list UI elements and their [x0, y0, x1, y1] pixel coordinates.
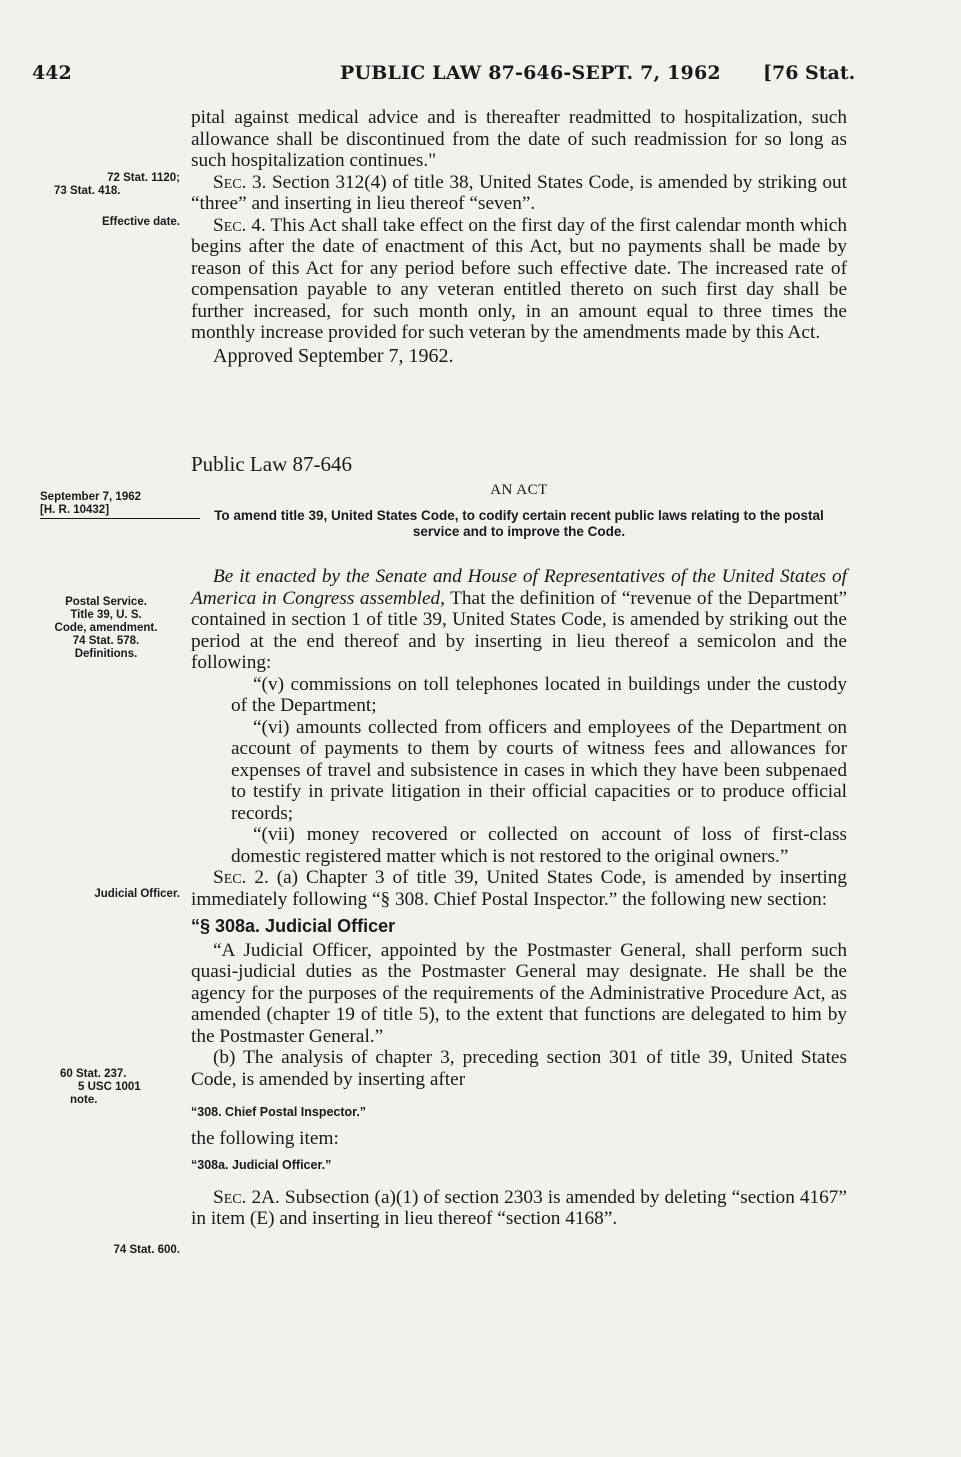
section-2b: (b) The analysis of chapter 3, preceding section 301 of title 39, United States Code, is amended by inserting after [191, 1047, 847, 1090]
running-title: PUBLIC LAW 87-646-SEPT. 7, 1962 [340, 62, 721, 84]
margin-note-note: note. [70, 1094, 98, 1106]
margin-note-usc-1001: 5 USC 1001 [78, 1081, 141, 1093]
following-item-text: the following item: [191, 1127, 339, 1149]
margin-note-effective-date: Effective date. [102, 216, 180, 228]
statute-reference: [76 Stat. [763, 62, 856, 84]
enacting-clause-text: That the definition of “revenue of the Department” contained in section 1 of title 39, United States Code, is amended by striking out the period at the end thereof and by inserting in lieu thereof a semicolon and the following: [191, 587, 847, 673]
section-4-text: This Act shall take effect on the first day of the first calendar month which begins after the date of enactment of this Act, but no payments shall be made by reason of this Act for any period before such effective date. The increased rate of compensation payable to any veteran entitled thereto on such first day shall be further increased, for such month only, in an amount equal to three times the monthly increase provided for such veteran by the amendments made by this Act. [191, 214, 847, 343]
section-4 [191, 215, 847, 344]
margin-note-postal [36, 596, 176, 661]
item-v: “(v) commissions on toll telephones located in buildings under the custody of the Department; [231, 673, 847, 716]
enacting-clause-italic: Be it enacted by the Senate and House of Representatives of the United States of America in Congress assembled, [191, 566, 847, 609]
act-description: To amend title 39, United States Code, to codify certain recent public laws relating to the postal service and to improve the Code. [214, 508, 824, 539]
previous-law-text [191, 107, 847, 367]
section-3-label: Sec. 3. [213, 171, 267, 193]
margin-note-date: September 7, 1962 [40, 491, 142, 503]
margin-note-approval [20, 491, 200, 519]
section-2a-text: (a) Chapter 3 of title 39, United States Code, is amended by inserting immediately following “§ 308. Chief Postal Inspector.” the following new section: [191, 867, 847, 910]
section-2A [191, 1187, 847, 1230]
margin-note-postal-service: Postal Service. [65, 596, 147, 608]
margin-note-judicial-officer: Judicial Officer. [94, 888, 180, 900]
section-2-label: Sec. 2. [213, 867, 269, 888]
margin-note-apa [20, 1068, 210, 1107]
section-3-text: Section 312(4) of title 38, United States Code, is amended by striking out “three” and inserting in lieu thereof “seven”. [191, 171, 847, 214]
law-body [191, 566, 847, 1230]
margin-note-code-amendment: Code, amendment. [54, 622, 158, 634]
item-308: “308. Chief Postal Inspector.” [191, 1105, 367, 1119]
section-2A-text: Subsection (a)(1) of section 2303 is amended by deleting “section 4167” in item (E) and inserting in lieu thereof “section 4168”. [191, 1186, 847, 1229]
margin-note-stat-1120: 72 Stat. 1120; [107, 172, 180, 184]
item-308a: “308a. Judicial Officer.” [191, 1158, 332, 1172]
margin-note-title39: Title 39, U. S. [70, 609, 142, 621]
margin-note-stat-578: 74 Stat. 578. [72, 635, 140, 647]
section-308a-heading: “§ 308a. Judicial Officer [191, 916, 396, 936]
margin-note-definitions: Definitions. [74, 648, 138, 660]
continuation-paragraph: pital against medical advice and is thereafter readmitted to hospitalization, such allowance shall be discontinued from the date of such readmission for so long as such hospitalization continues." [191, 107, 847, 171]
margin-note-stat-237: 60 Stat. 237. [60, 1068, 127, 1080]
section-2a [191, 867, 847, 910]
judicial-officer-text: “A Judicial Officer, appointed by the Postmaster General, shall perform such quasi-judicial duties as the Postmaster General may designate. He shall be the agency for the purposes of the requirements of the Administrative Procedure Act, as amended (chapter 19 of title 5), to the extent that functions are delegated to him by the Postmaster General.” [191, 939, 847, 1047]
section-3 [191, 172, 847, 215]
margin-note-stat-refs [20, 172, 180, 198]
margin-note-stat-600: 74 Stat. 600. [113, 1244, 180, 1256]
section-2A-label: Sec. 2A. [213, 1186, 280, 1208]
act-heading: AN ACT [490, 482, 548, 498]
public-law-title: Public Law 87-646 [191, 452, 352, 476]
item-vi: “(vi) amounts collected from officers and employees of the Department on account of payments to them by courts of witness fees and allowances for expenses of travel and subsistence in cases in which they have been subpenaed to testify in private litigation in their official capacities or to produce official records; [231, 716, 847, 824]
item-vii: “(vii) money recovered or collected on account of loss of first-class domestic registered matter which is not restored to the original owners.” [231, 824, 847, 867]
margin-note-bill: [H. R. 10432] [40, 504, 200, 519]
approval-line: Approved September 7, 1962. [213, 344, 454, 367]
bleed-through [70, 150, 73, 166]
enacting-clause [191, 566, 847, 674]
page-number: 442 [32, 62, 72, 84]
section-4-label: Sec. 4. [213, 214, 266, 236]
margin-note-stat-418: 73 Stat. 418. [54, 185, 121, 197]
